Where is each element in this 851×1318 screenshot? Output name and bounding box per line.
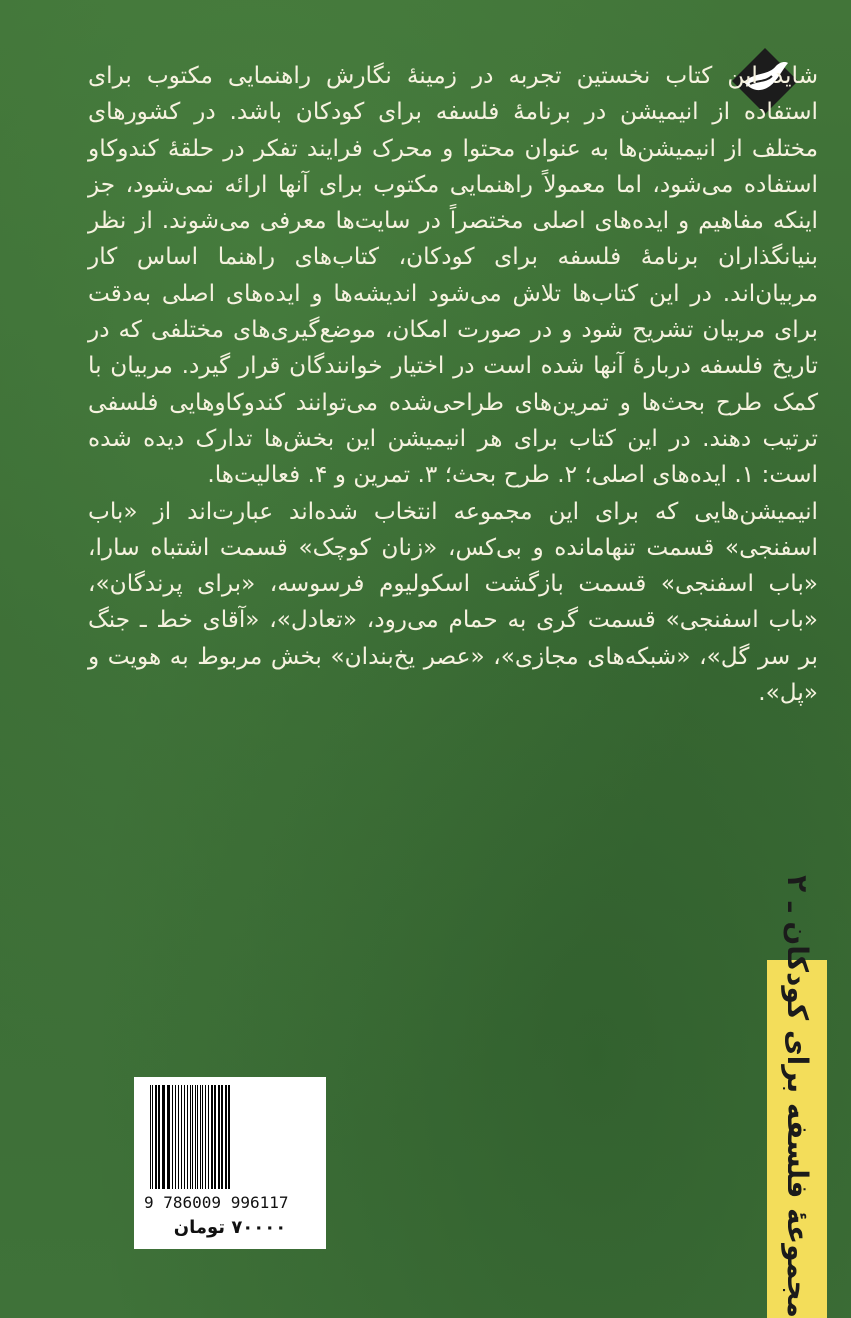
series-title: مجموعهٔ فلسفه برای کودکان ـ ۲: [781, 875, 814, 1318]
barcode-bar: [211, 1085, 213, 1189]
barcode-bar: [205, 1085, 206, 1189]
back-cover-blurb: [88, 58, 818, 711]
barcode-bar: [190, 1085, 191, 1189]
barcode-bar: [225, 1085, 227, 1189]
barcode-bar: [178, 1085, 179, 1189]
barcode-bar: [181, 1085, 182, 1189]
barcode-label: [134, 1077, 326, 1249]
barcode-bar: [172, 1085, 173, 1189]
barcode-bar: [187, 1085, 188, 1189]
series-band: [767, 875, 827, 1318]
barcode-bar: [218, 1085, 220, 1189]
barcode-bar: [195, 1085, 196, 1189]
barcode-bar: [208, 1085, 209, 1189]
barcode-bar: [152, 1085, 153, 1189]
barcode-bar: [167, 1085, 170, 1189]
barcode-bar: [162, 1085, 165, 1189]
barcode-bar: [192, 1085, 193, 1189]
barcode-bar: [221, 1085, 223, 1189]
barcode-bar: [200, 1085, 201, 1189]
blurb-paragraph-animations: انیمیشن‌هایی که برای این مجموعه انتخاب شده‌اند عبارت‌اند از «باب اسفنجی» قسمت تنهامانده و بی‌کس، «زنان کوچک» قسمت اشتباه سارا، «باب اسفنجی» قسمت بازگشت اسکولیوم فرسوسه، «برای پرندگان»، «باب اسفنجی» قسمت گری به حمام می‌رود، «تعادل»، «آقای خط ـ جنگ بر سر گل»، «شبکه‌های مجازی»، «عصر یخ‌بندان» بخش مربوط به هویت و «پل».: [88, 497, 818, 707]
barcode-bar: [202, 1085, 203, 1189]
barcode-bar: [214, 1085, 216, 1189]
barcode-bar: [150, 1085, 151, 1189]
barcode-bar: [184, 1085, 185, 1189]
barcode-bar: [175, 1085, 176, 1189]
barcode-bar: [228, 1085, 230, 1189]
isbn-digits: 9 786009 996117: [144, 1193, 289, 1212]
barcode-bar: [155, 1085, 157, 1189]
blurb-paragraph-intro: شاید این کتاب نخستین تجربه در زمینهٔ نگارش راهنمایی مکتوب برای استفاده از انیمیشن در برنامهٔ فلسفه برای کودکان باشد. در کشورهای مختلف از انیمیشن‌ها به عنوان محتوا و محرک فرایند تفکر در حلقهٔ کندوکاو استفاده می‌شود، اما معمولاً راهنمایی مکتوب برای آنها ارائه نمی‌شود، جز اینکه مفاهیم و ایده‌های اصلی مختصراً در سایت‌ها معرفی می‌شوند. از نظر بنیانگذاران برنامهٔ فلسفه برای کودکان، کتاب‌های راهنما اساس کار مربیان‌اند. در این کتاب‌ها تلاش می‌شود اندیشه‌ها و ایده‌های اصلی به‌دقت برای مربیان تشریح شود و در صورت امکان، موضع‌گیری‌های مختلفی که در تاریخ فلسفه دربارهٔ آنها شده است در اختیار خوانندگان قرار گیرد. مربیان با کمک طرح بحث‌ها و تمرین‌های طراحی‌شده می‌توانند کندوکاوهایی فلسفی ترتیب دهند. در این کتاب برای هر انیمیشن این بخش‌ها تدارک دیده شده است: ۱. ایده‌های اصلی؛ ۲. طرح بحث؛ ۳. تمرین و ۴. فعالیت‌ها.: [88, 62, 818, 489]
barcode-bar: [158, 1085, 160, 1189]
isbn-barcode: [144, 1085, 316, 1193]
barcode-bar: [197, 1085, 198, 1189]
price-tag: ۷۰۰۰۰ تومان: [173, 1217, 287, 1238]
